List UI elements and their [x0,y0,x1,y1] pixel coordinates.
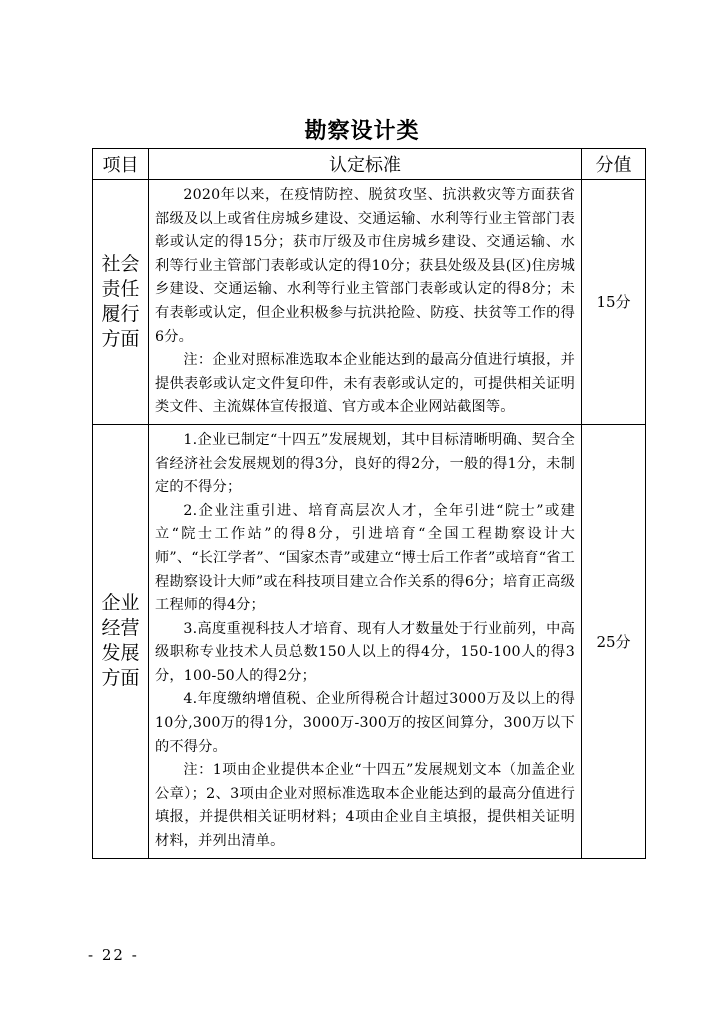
category-cell [93,424,149,858]
header-score: 分值 [582,149,646,180]
criteria-cell [149,180,582,425]
criteria-paragraph: 1.企业已制定“十四五”发展规划，其中目标清晰明确、契合全省经济社会发展规划的得3分，良好的得2分，一般的得1分，未制定的不得分； [155,431,575,496]
category-line: 企业 [101,592,140,615]
table-header-row [93,149,646,180]
category-cell [93,180,149,425]
criteria-paragraph: 2020年以来，在疫情防控、脱贫攻坚、抗洪救灾等方面获省部级及以上或省住房城乡建设、交通运输、水利等行业主管部门表彰或认定的得15分；获市厅级及市住房城乡建设、交通运输、水利等行业主管部门表彰或认定的得10分；获县处级及县(区)住房城乡建设、交通运输、水利等行业主管部门表彰或认定的得8分；未有表彰或认定，但企业积极参与抗洪抢险、防疫、扶贫等工作的得6分。 [155,187,575,345]
category-line: 履行 [101,302,140,325]
page-number: - 22 - [88,946,139,964]
category-line: 责任 [101,277,140,300]
document-title: 勘察设计类 [304,118,420,144]
score-cell: 25分 [582,424,646,858]
header-criteria: 认定标准 [149,149,582,180]
category-line: 社会 [101,252,140,275]
score-cell: 15分 [582,180,646,425]
criteria-paragraph: 3.高度重视科技人才培育、现有人才数量处于行业前列，中高级职称专业技术人员总数150人以上的得4分，150-100人的得3分，100-50人的得2分； [155,620,575,684]
table-row [93,424,646,858]
criteria-table [92,148,646,859]
category-line: 经营 [101,617,140,640]
criteria-paragraph: 2.企业注重引进、培育高层次人才，全年引进“院士”或建立“院士工作站”的得8分，引进培育“全国工程勘察设计大师”、“长江学者”、“国家杰青”或建立“博士后工作者”或培育“省工程勘察设计大师”或在科技项目建立合作关系的得6分；培育正高级工程师的得4分； [155,502,575,614]
criteria-cell [149,424,582,858]
category-line: 发展 [101,642,140,665]
criteria-paragraph: 4.年度缴纳增值税、企业所得税合计超过3000万及以上的得10分,300万的得1分，3000万-300万的按区间算分，300万以下的不得分。 [155,691,575,755]
table-row [93,180,646,425]
header-item: 项目 [93,149,149,180]
criteria-note: 注：1项由企业提供本企业“十四五”发展规划文本（加盖企业公章）；2、3项由企业对照标准选取本企业能达到的最高分值进行填报，并提供相关证明材料；4项由企业自主填报，提供相关证明材料，并列出清单。 [155,762,575,850]
category-line: 方面 [101,327,140,350]
category-line: 方面 [101,667,140,690]
criteria-note: 注：企业对照标准选取本企业能达到的最高分值进行填报，并提供表彰或认定文件复印件，未有表彰或认定的，可提供相关证明类文件、主流媒体宣传报道、官方或本企业网站截图等。 [155,352,575,416]
